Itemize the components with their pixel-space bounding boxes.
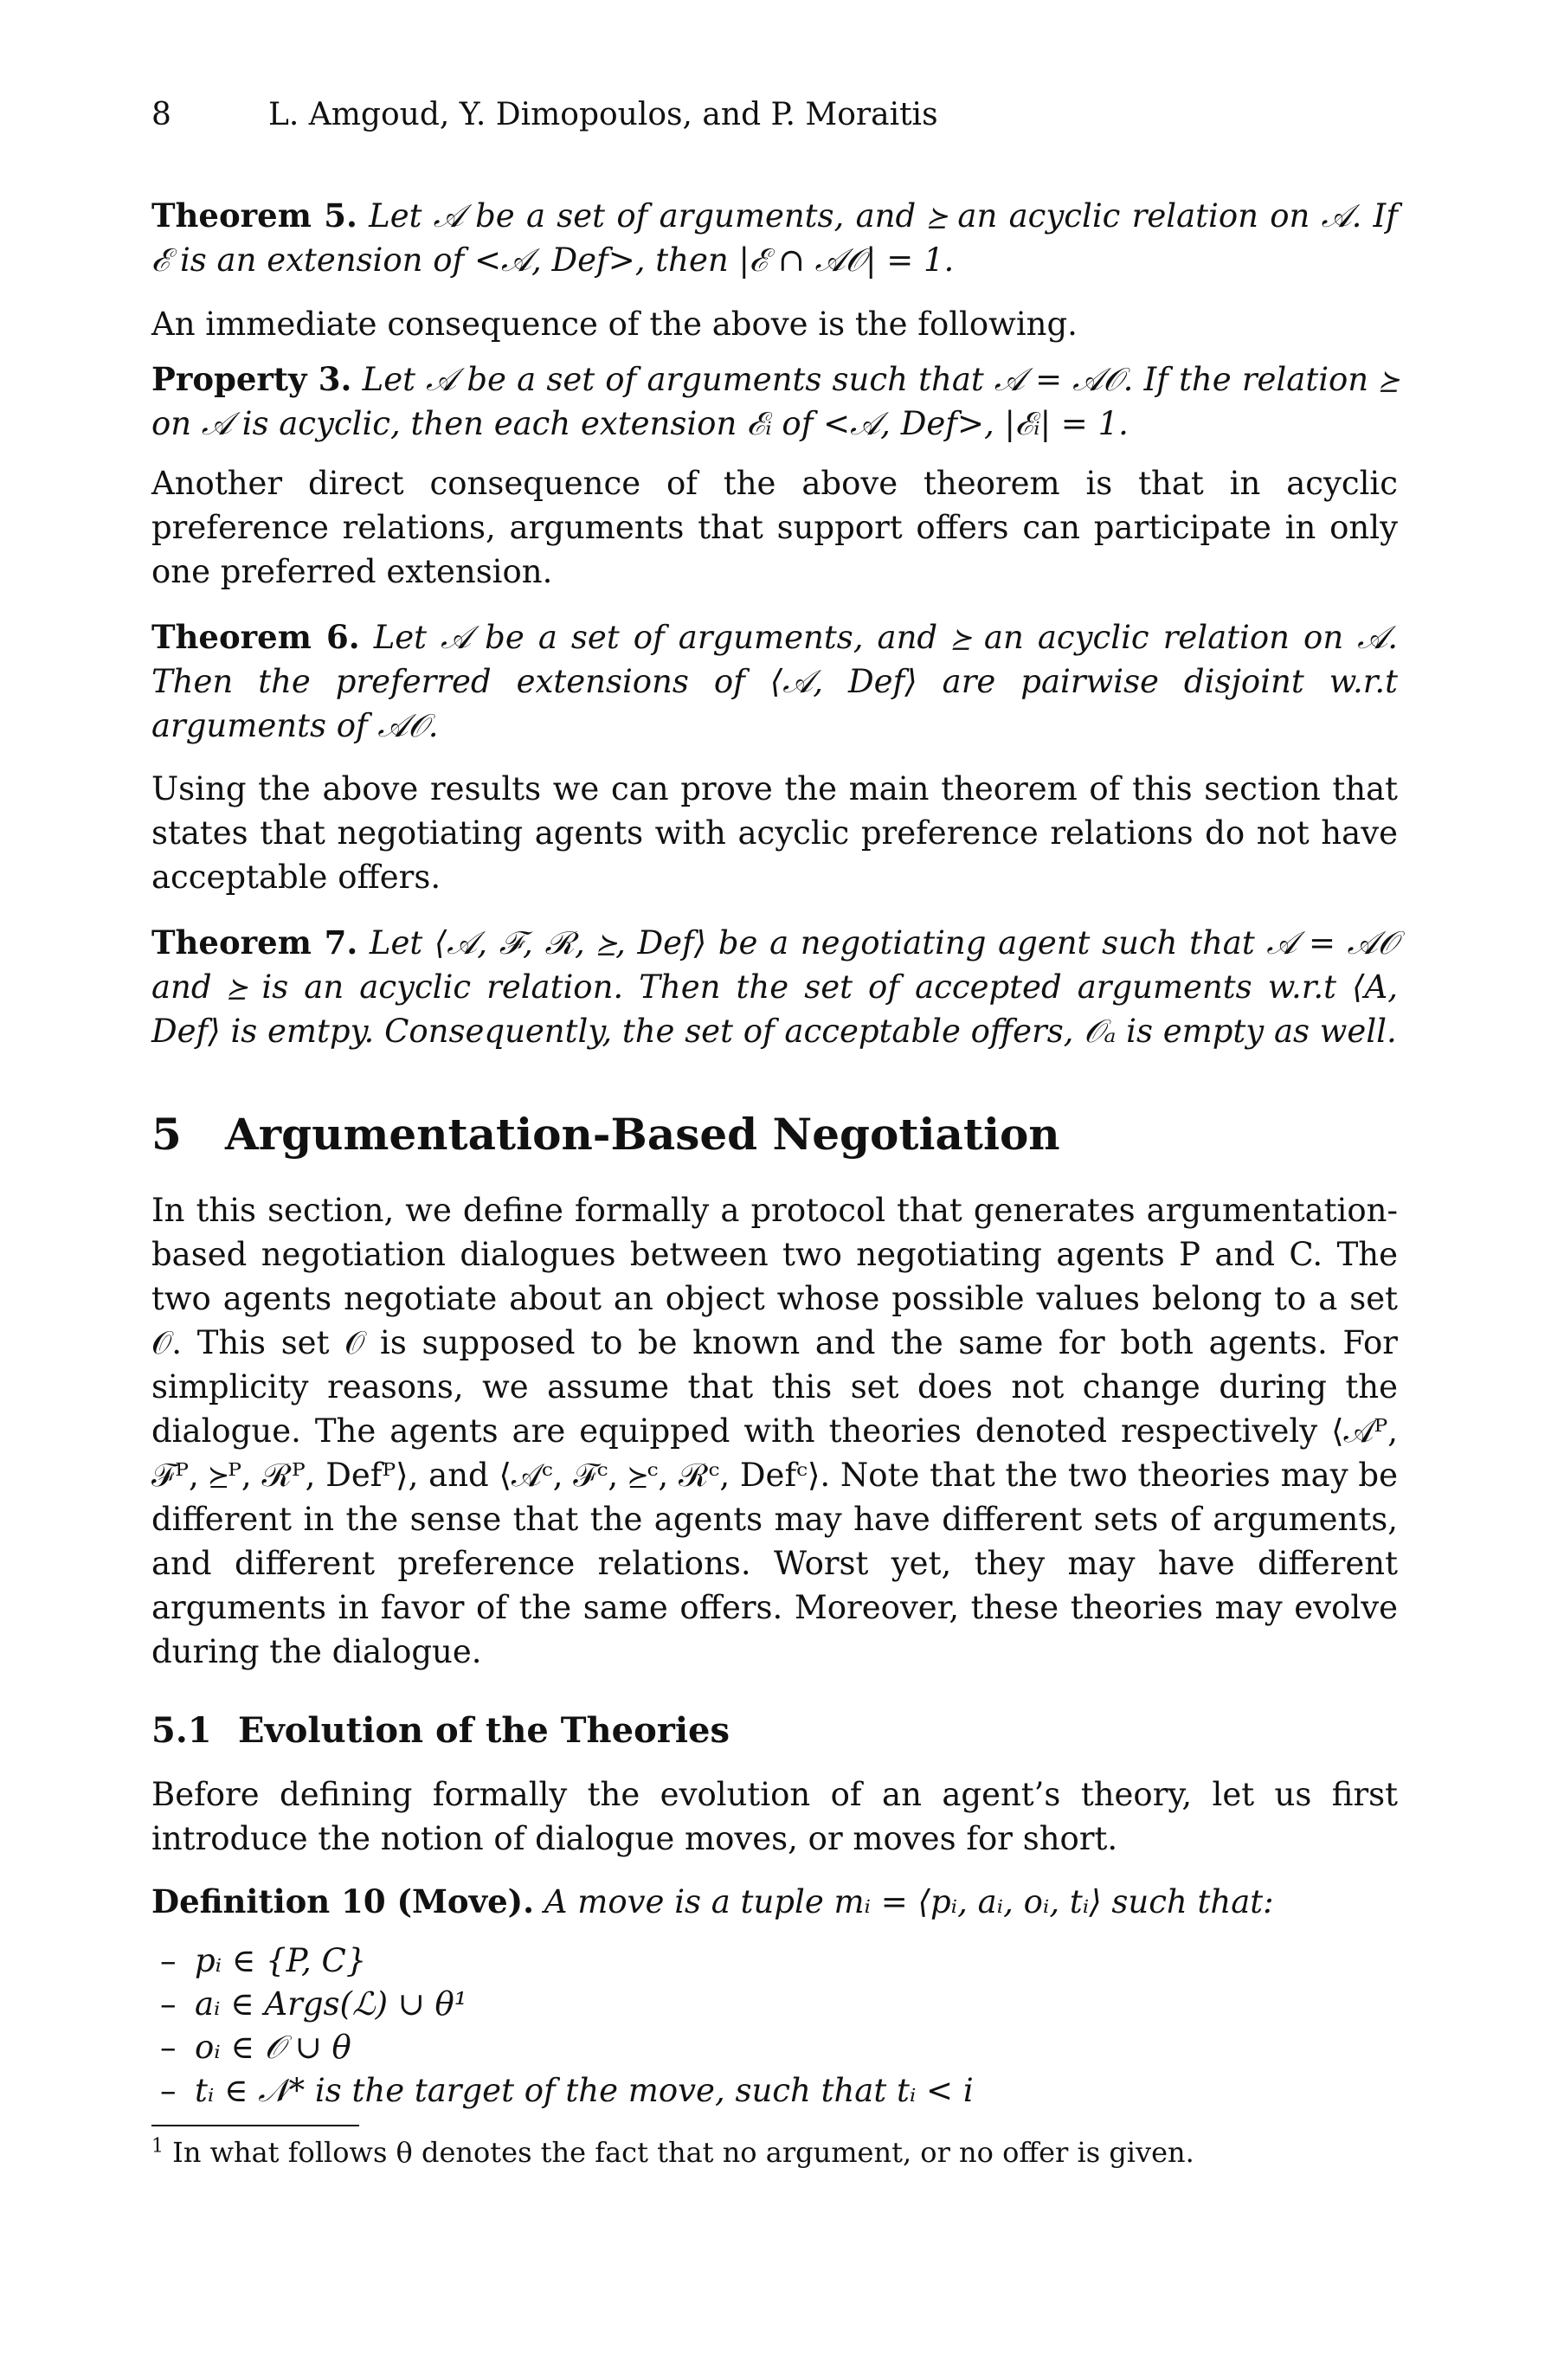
theorem-7 (151, 921, 1398, 1053)
section-5-1-number: 5.1 (151, 1710, 212, 1751)
section-5-paragraph: In this section, we define formally a protocol that generates argumentation-based negotiation dialogues between two negotiating agents P and C. The two agents negotiate about an object whose possible values belong to a set 𝒪. This set 𝒪 is supposed to be known and the same for both agents. For simplicity reasons, we assume that this set does not change during the dialogue. The agents are equipped with theories denoted respectively ⟨𝒜ᴾ, ℱᴾ, ⪰ᴾ, ℛᴾ, Defᴾ⟩, and ⟨𝒜ᶜ, ℱᶜ, ⪰ᶜ, ℛᶜ, Defᶜ⟩. Note that the two theories may be different in the sense that the agents may have different sets of arguments, and different preference relations. Worst yet, they may have different arguments in favor of the same offers. Moreover, these theories may evolve during the dialogue. (151, 1192, 1398, 1670)
page-number: 8 (151, 97, 171, 132)
definition-10 (151, 1880, 1398, 1924)
property-3-text: Let 𝒜 be a set of arguments such that 𝒜 = 𝒜𝒪. If the relation ⪰ on 𝒜 is acyclic, then each extension ℰᵢ of <𝒜, Def>, |ℰᵢ| = 1. (151, 361, 1398, 442)
definition-10-text: A move is a tuple mᵢ = ⟨pᵢ, aᵢ, oᵢ, tᵢ⟩ such that: (544, 1883, 1274, 1920)
footnote-rule (151, 2125, 359, 2126)
section-5-title: Argumentation-Based Negotiation (225, 1109, 1060, 1160)
list-item: – aᵢ ∈ Args(ℒ) ∪ θ¹ (160, 1985, 467, 2023)
list-item: – tᵢ ∈ 𝒩* is the target of the move, such that tᵢ < i (160, 2072, 974, 2109)
theorem-5-label: Theorem 5. (151, 196, 357, 235)
paragraph-using-results: Using the above results we can prove the main theorem of this section that states that negotiating agents with acyclic preference relations do not have acceptable offers. (151, 770, 1398, 896)
property-3 (151, 357, 1398, 446)
list-item: – oᵢ ∈ 𝒪 ∪ θ (160, 2029, 351, 2066)
paragraph-direct-consequence: Another direct consequence of the above theorem is that in acyclic preference relations, arguments that support offers can participate in only one preferred extension. (151, 465, 1398, 590)
theorem-6-text: Let 𝒜 be a set of arguments, and ⪰ an acyclic relation on 𝒜. Then the preferred extensions of ⟨𝒜, Def⟩ are pairwise disjoint w.r.t arguments of 𝒜𝒪. (151, 619, 1398, 744)
footnote-text: In what follows θ denotes the fact that no argument, or no offer is given. (172, 2136, 1194, 2169)
running-header (151, 95, 1398, 135)
page-content (151, 95, 1398, 2171)
footnote (151, 2133, 1398, 2171)
paragraph-consequence: An immediate consequence of the above is the following. (151, 306, 1078, 343)
move-conditions-list (151, 1939, 1398, 2113)
section-5-number: 5 (151, 1109, 182, 1160)
theorem-5-text: Let 𝒜 be a set of arguments, and ⪰ an acyclic relation on 𝒜. If ℰ is an extension of <𝒜, Def>, then |ℰ ∩ 𝒜𝒪| = 1. (151, 197, 1398, 279)
theorem-7-label: Theorem 7. (151, 923, 358, 962)
section-5-heading (151, 1107, 1398, 1162)
footnote-mark: 1 (151, 2135, 164, 2158)
author-line: L. Amgoud, Y. Dimopoulos, and P. Moraitis (268, 97, 938, 132)
section-5-1-title: Evolution of the Theories (238, 1710, 730, 1751)
theorem-5 (151, 194, 1398, 282)
property-3-label: Property 3. (151, 360, 352, 398)
definition-10-label: Definition 10 (Move). (151, 1882, 535, 1920)
section-5-1-heading (151, 1708, 1398, 1753)
section-5-1-paragraph: Before defining formally the evolution of an agent’s theory, let us first introduce the notion of dialogue moves, or moves for short. (151, 1776, 1398, 1857)
theorem-7-text: Let ⟨𝒜, ℱ, ℛ, ⪰, Def⟩ be a negotiating agent such that 𝒜 = 𝒜𝒪 and ⪰ is an acyclic relation. Then the set of accepted arguments w.r.t ⟨A, Def⟩ is emtpy. Consequently, the set of acceptable offers, 𝒪ₐ is empty as well. (151, 924, 1398, 1050)
theorem-6-label: Theorem 6. (151, 618, 360, 656)
theorem-6 (151, 615, 1398, 748)
list-item: – pᵢ ∈ {P, C} (160, 1942, 367, 1979)
